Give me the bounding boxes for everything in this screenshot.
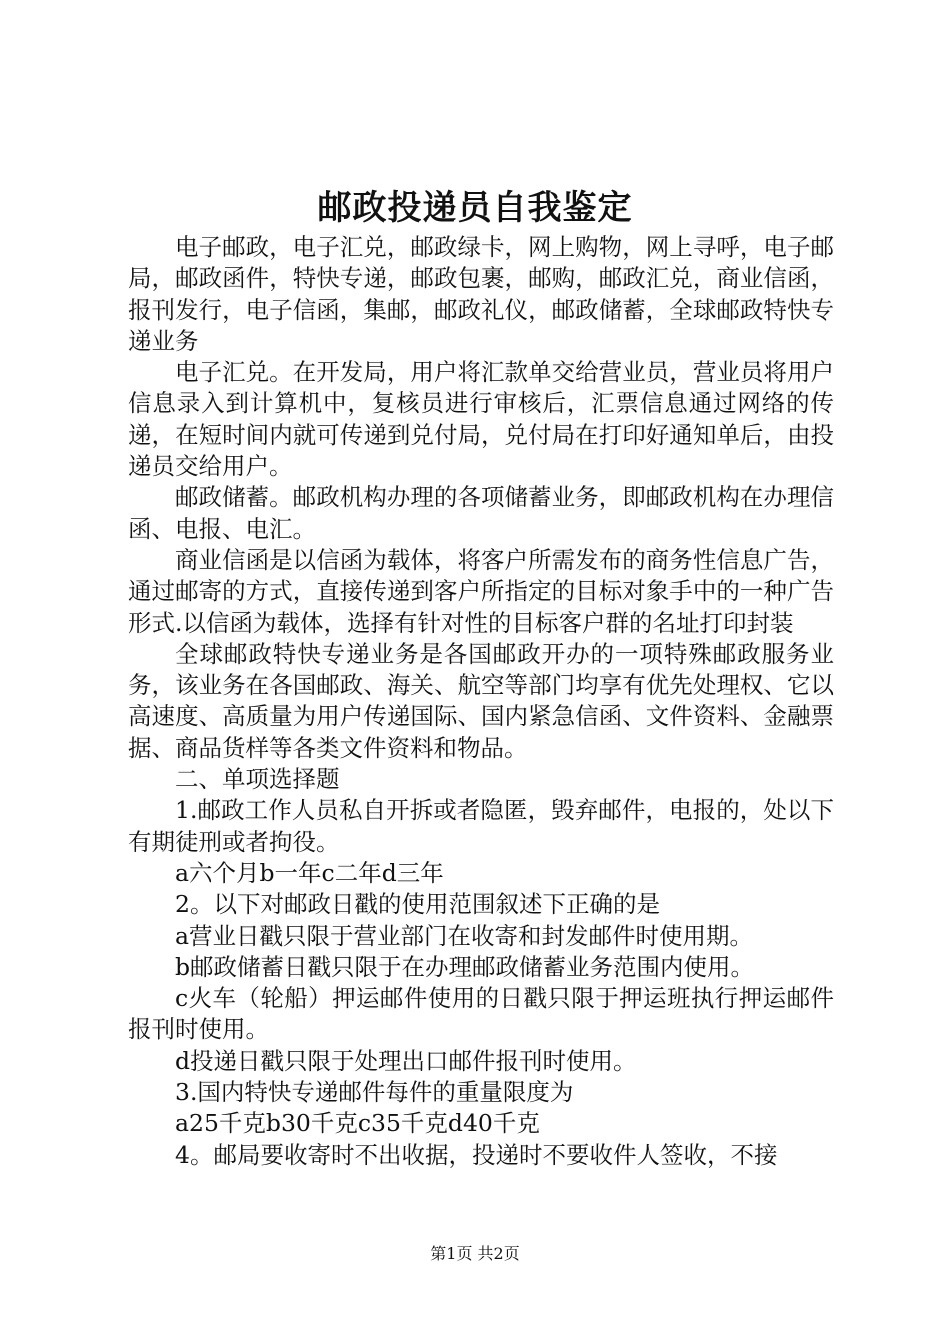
question: 4。邮局要收寄时不出收据，投递时不要收件人签收，不接 [175, 1140, 778, 1169]
paragraph: 电子汇兑。在开发局，用户将汇款单交给营业员，营业员将用户信息录入到计算机中，复核员进行审核后，汇票信息通过网络的传递，在短时间内就可传递到兑付局，兑付局在打印好通知单后，由投递员交给用户。 [128, 358, 834, 481]
paragraph: 全球邮政特快专递业务是各国邮政开办的一项特殊邮政服务业务，该业务在各国邮政、海关、航空等部门均享有优先处理权、它以高速度、高质量为用户传递国际、国内紧急信函、文件资料、金融票据、商品货样等各类文件资料和物品。 [128, 639, 834, 762]
answer-option: d投递日戳只限于处理出口邮件报刊时使用。 [175, 1046, 637, 1075]
question: 1.邮政工作人员私自开拆或者隐匿，毁弃邮件，电报的，处以下有期徒刑或者拘役。 [128, 796, 834, 856]
paragraph: 商业信函是以信函为载体，将客户所需发布的商务性信息广告，通过邮寄的方式，直接传递到客户所指定的目标对象手中的一种广告形式.以信函为载体，选择有针对性的目标客户群的名址打印封装 [128, 545, 834, 637]
question: 3.国内特快专递邮件每件的重量限度为 [175, 1078, 574, 1107]
document-title: 邮政投递员自我鉴定 [317, 188, 633, 228]
answer-option: b邮政储蓄日戳只限于在办理邮政储蓄业务范围内使用。 [175, 952, 755, 981]
section-heading: 二、单项选择题 [175, 765, 340, 794]
question: 2。以下对邮政日戳的使用范围叙述下正确的是 [175, 890, 660, 919]
document-body [128, 232, 834, 1171]
answer-option: a营业日戳只限于营业部门在收寄和封发邮件时使用期。 [175, 921, 754, 950]
paragraph: 邮政储蓄。邮政机构办理的各项储蓄业务，即邮政机构在办理信函、电报、电汇。 [128, 483, 834, 543]
answer-option: c火车（轮船）押运邮件使用的日戳只限于押运班执行押运邮件报刊时使用。 [128, 984, 834, 1044]
answer-options: a25千克b30千克c35千克d40千克 [175, 1109, 540, 1138]
paragraph: 电子邮政，电子汇兑，邮政绿卡，网上购物，网上寻呼，电子邮局，邮政函件，特快专递，邮政包裹，邮购，邮政汇兑，商业信函，报刊发行，电子信函，集邮，邮政礼仪，邮政储蓄，全球邮政特快专递业务 [128, 233, 834, 355]
page-footer: 第1页 共2页 [430, 1244, 520, 1263]
answer-options: a六个月b一年c二年d三年 [175, 858, 444, 887]
